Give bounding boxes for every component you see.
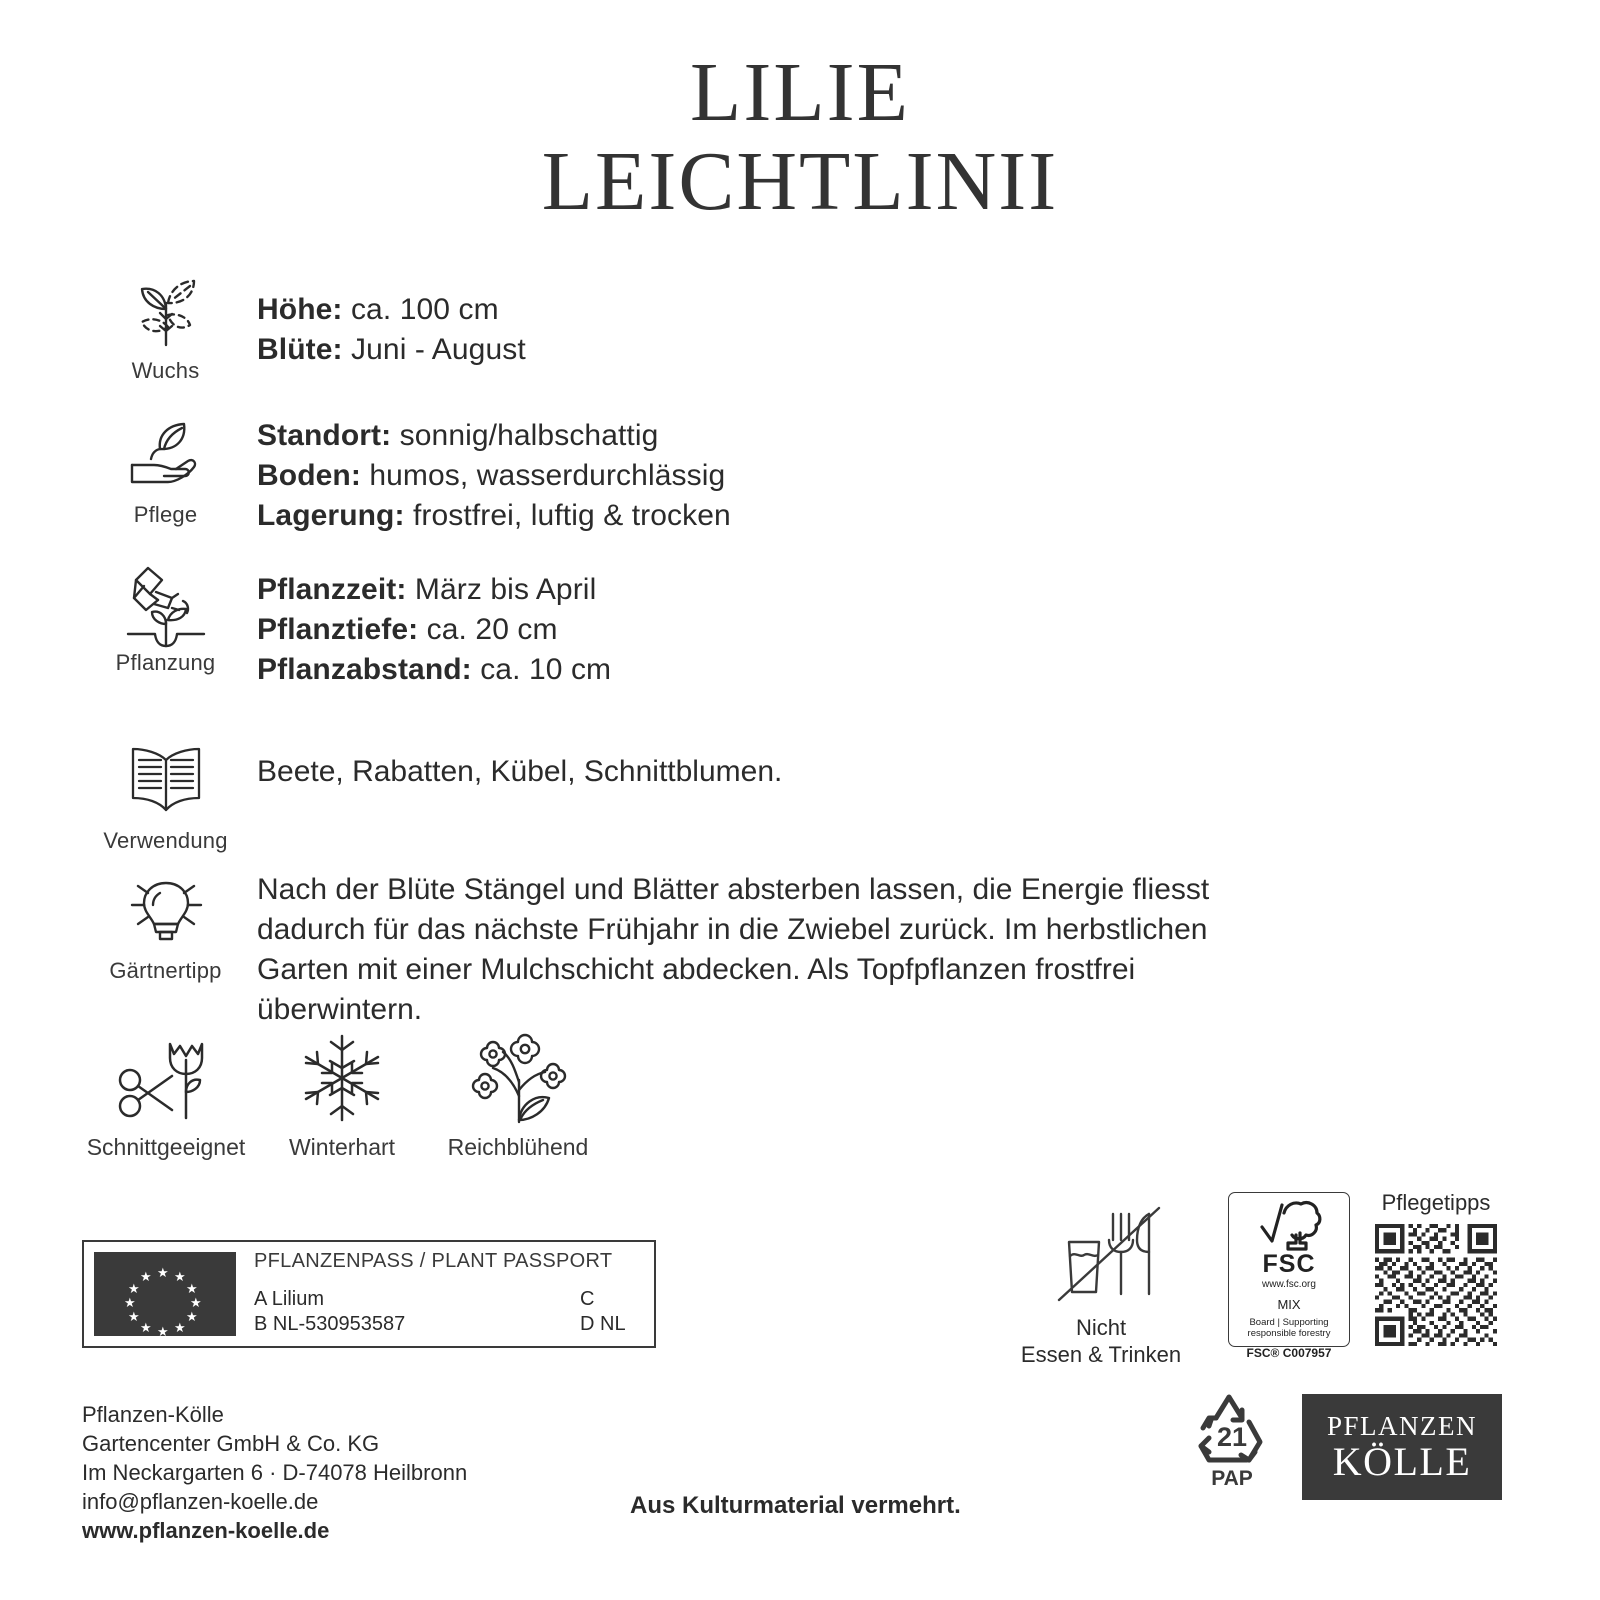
section-icon-cell (78, 412, 253, 528)
section-caption: Pflege (133, 502, 198, 527)
footer-note: Aus Kulturmaterial vermehrt. (630, 1492, 961, 1519)
flower-bouquet-icon (465, 1026, 571, 1126)
fsc-tree-checkmark-icon (1256, 1199, 1322, 1251)
passport-field-b: B NL-530953587 (254, 1313, 406, 1335)
section-text (253, 868, 1305, 1030)
section-text (253, 412, 731, 536)
feature-label: Schnittgeeignet (86, 1134, 246, 1160)
section-pflanzung (78, 560, 611, 690)
section-icon-cell (78, 738, 253, 854)
page-title (0, 46, 1600, 229)
no-eating-drinking-badge (1018, 1196, 1184, 1368)
info-value: ca. 10 cm (480, 653, 612, 686)
usage-text: Beete, Rabatten, Kübel, Schnittblumen. (257, 755, 783, 788)
info-label: Höhe: (257, 293, 343, 326)
feature-schnittgeeignet (78, 1026, 254, 1161)
fsc-url: www.fsc.org (1262, 1279, 1316, 1290)
brand-line-1: PFLANZEN (1326, 1411, 1477, 1441)
info-label: Boden: (257, 459, 361, 492)
title-line-1: LILIE (690, 46, 910, 139)
feature-reichbluehend (430, 1026, 606, 1161)
section-caption: Verwendung (103, 828, 228, 853)
company-address (82, 1400, 467, 1545)
info-label: Pflanzzeit: (257, 573, 407, 606)
info-value: ca. 20 cm (426, 613, 558, 646)
info-line (257, 416, 731, 456)
info-line (257, 570, 611, 610)
no-eat-line-2: Essen & Trinken (1020, 1342, 1182, 1367)
email-address[interactable]: info@pflanzen-koelle.de (82, 1489, 319, 1514)
hand-with-leaf-icon (124, 412, 208, 498)
passport-title: PFLANZENPASS / PLANT PASSPORT (254, 1250, 613, 1272)
info-line (257, 290, 526, 330)
watering-can-seedling-icon (122, 560, 210, 646)
address-line: Gartencenter GmbH & Co. KG (82, 1431, 380, 1456)
brand-line-2: KÖLLE (1332, 1439, 1472, 1484)
qr-caption: Pflegetipps (1381, 1190, 1491, 1215)
brand-logo (1302, 1394, 1502, 1500)
lightbulb-icon (124, 868, 208, 954)
pap-recycling-badge (1186, 1390, 1278, 1491)
no-eat-line-1: Nicht (1075, 1315, 1127, 1340)
info-value: Juni - August (351, 333, 526, 366)
fsc-mix-label: MIX (1277, 1297, 1301, 1312)
section-icon-cell (78, 868, 253, 984)
fsc-desc-line-1: Board | Supporting (1249, 1317, 1329, 1328)
info-label: Pflanzabstand: (257, 653, 472, 686)
section-caption: Wuchs (131, 358, 200, 383)
section-text (253, 560, 611, 690)
feature-label: Winterhart (288, 1134, 396, 1160)
info-line (257, 650, 611, 690)
passport-row (254, 1287, 640, 1312)
info-line (257, 496, 731, 536)
fsc-desc-line-2: responsible forestry (1247, 1328, 1331, 1339)
fsc-description (1248, 1317, 1331, 1339)
pap-label: PAP (1211, 1467, 1253, 1490)
pap-number: 21 (1216, 1422, 1248, 1452)
care-tips-qr-block (1372, 1190, 1500, 1346)
snowflake-icon (294, 1026, 390, 1126)
feature-winterhart (254, 1026, 430, 1161)
section-gaertnertipp (78, 868, 1305, 1030)
section-caption: Gärtnertipp (109, 958, 222, 983)
info-line (257, 610, 611, 650)
section-pflege (78, 412, 731, 536)
passport-row (254, 1312, 640, 1337)
section-caption: Pflanzung (115, 650, 216, 675)
open-book-icon (123, 738, 209, 824)
feature-label: Reichblühend (447, 1134, 589, 1160)
scissors-tulip-icon (110, 1026, 222, 1126)
plant-growth-icon (124, 268, 208, 354)
no-eat-label (1021, 1314, 1181, 1368)
passport-field-a: A Lilium (254, 1288, 325, 1310)
feature-icon-row (78, 1026, 606, 1161)
title-line-2: LEICHTLINII (541, 135, 1059, 229)
fsc-certification-badge (1228, 1192, 1350, 1360)
info-label: Pflanztiefe: (257, 613, 419, 646)
info-value: ca. 100 cm (350, 293, 499, 326)
section-text (253, 268, 526, 370)
passport-field-c: C (580, 1288, 595, 1310)
passport-body (236, 1242, 654, 1346)
fsc-license-code: FSC® C007957 (1246, 1346, 1332, 1360)
section-icon-cell (78, 560, 253, 676)
eu-flag-icon: ★ ★ ★ ★ ★ ★ ★ ★ ★ ★ ★ ★ (94, 1252, 236, 1336)
info-line (257, 330, 526, 370)
fsc-wordmark: FSC (1262, 1250, 1316, 1278)
info-label: Blüte: (257, 333, 343, 366)
website-url[interactable]: www.pflanzen-koelle.de (82, 1518, 330, 1543)
passport-fields (254, 1287, 640, 1337)
section-wuchs (78, 268, 526, 384)
info-label: Lagerung: (257, 499, 405, 532)
section-icon-cell (78, 268, 253, 384)
info-label: Standort: (257, 419, 392, 452)
passport-field-d: D NL (580, 1313, 626, 1335)
section-verwendung (78, 738, 782, 854)
info-value: März bis April (414, 573, 597, 606)
address-line: Im Neckargarten 6 · D-74078 Heilbronn (82, 1460, 468, 1485)
plant-passport (82, 1240, 656, 1348)
info-value: sonnig/halbschattig (399, 419, 659, 452)
qr-code-icon[interactable] (1375, 1224, 1497, 1346)
address-line: Pflanzen-Kölle (82, 1402, 224, 1427)
no-eating-drinking-icon (1041, 1196, 1161, 1308)
info-value: humos, wasserdurchlässig (369, 459, 726, 492)
info-line (257, 456, 731, 496)
gardener-tip-text: Nach der Blüte Stängel und Blätter absterben lassen, die Energie fliesst dadurch für das nächste Frühjahr in die Zwiebel zurück. Im herbstlichen Garten mit einer Mulchschicht abdecken. Als Topfpflanzen frostfrei überwintern. (257, 873, 1210, 1026)
info-value: frostfrei, luftig & trocken (413, 499, 731, 532)
section-text (253, 738, 782, 792)
